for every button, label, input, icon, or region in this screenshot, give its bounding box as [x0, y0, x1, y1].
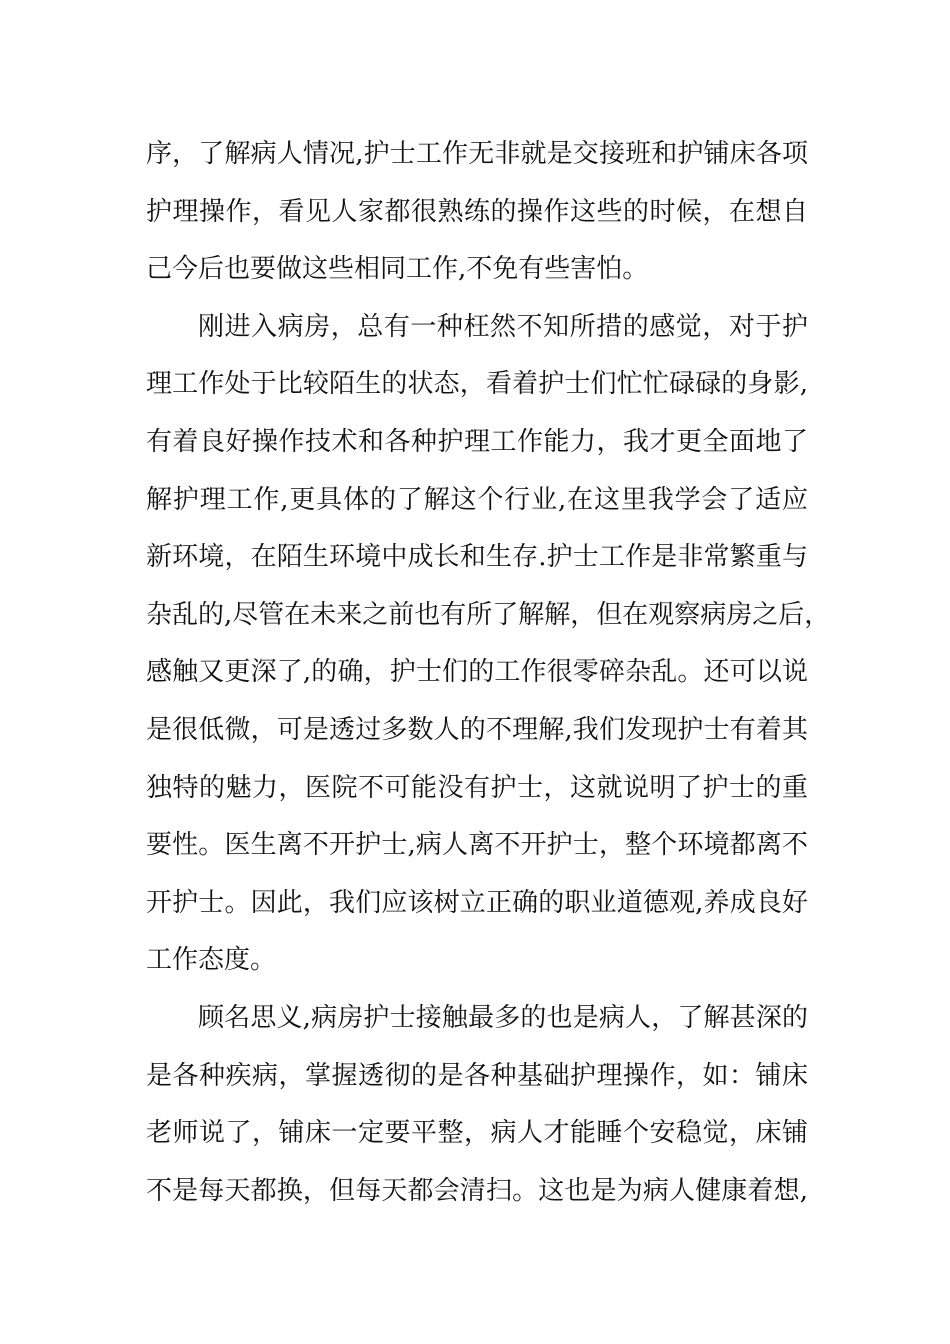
paragraph-line: 护理操作，看见人家都很熟练的操作这些的时候，在想自 — [146, 196, 808, 227]
paragraph-line: 杂乱的,尽管在未来之前也有所了解解，但在观察病房之后， — [146, 599, 831, 630]
paragraph-line: 是各种疾病，掌握透彻的是各种基础护理操作，如：铺床 — [146, 1060, 808, 1091]
paragraph-line: 新环境，在陌生环境中成长和生存.护士工作是非常繁重与 — [146, 542, 808, 573]
paragraph-line: 工作态度。 — [146, 945, 277, 976]
paragraph-line: 要性。医生离不开护士,病人离不开护士，整个环境都离不 — [146, 830, 808, 861]
paragraph-line: 有着良好操作技术和各种护理工作能力，我才更全面地了 — [146, 426, 808, 457]
paragraph-line: 开护士。因此，我们应该树立正确的职业道德观,养成良好 — [146, 887, 808, 918]
paragraph-line: 刚进入病房，总有一种枉然不知所措的感觉，对于护 — [198, 311, 808, 342]
paragraph-line: 老师说了，铺床一定要平整，病人才能睡个安稳觉，床铺 — [146, 1118, 808, 1149]
paragraph-line: 解护理工作,更具体的了解这个行业,在这里我学会了适应 — [146, 484, 808, 515]
document-body — [146, 126, 831, 1220]
paragraph-line: 独特的魅力，医院不可能没有护士，这就说明了护士的重 — [146, 772, 808, 803]
paragraph-line: 感触又更深了,的确，护士们的工作很零碎杂乱。还可以说 — [146, 657, 808, 688]
paragraph-line: 序，了解病人情况,护士工作无非就是交接班和护铺床各项 — [146, 139, 808, 169]
paragraph-3 — [146, 990, 808, 1220]
paragraph-line: 不是每天都换，但每天都会清扫。这也是为病人健康着想, — [146, 1175, 808, 1206]
paragraph-1 — [146, 126, 808, 299]
paragraph-line: 理工作处于比较陌生的状态，看着护士们忙忙碌碌的身影, — [146, 369, 808, 400]
paragraph-line: 顾名思义,病房护士接触最多的也是病人，了解甚深的 — [198, 1002, 808, 1033]
paragraph-line: 己今后也要做这些相同工作,不免有些害怕。 — [146, 254, 649, 285]
paragraph-line: 是很低微，可是透过多数人的不理解,我们发现护士有着其 — [146, 714, 808, 745]
paragraph-2 — [146, 299, 831, 990]
